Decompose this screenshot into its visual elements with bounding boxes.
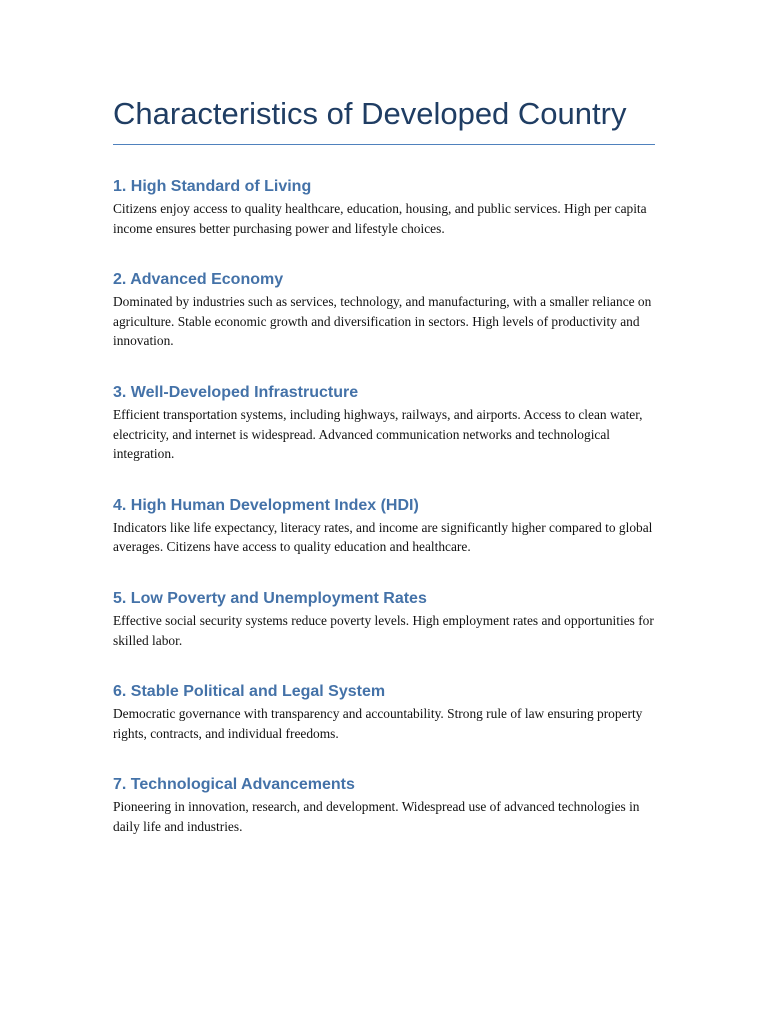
section-heading: 1. High Standard of Living xyxy=(113,178,312,195)
section-heading: 4. High Human Development Index (HDI) xyxy=(113,496,419,514)
section-stable-political-and-legal-system xyxy=(113,681,655,743)
section-low-poverty-and-unemployment xyxy=(113,588,655,650)
section-body: Effective social security systems reduce poverty levels. High employment rates and opportunities for skilled labor. xyxy=(113,612,654,648)
section-advanced-economy xyxy=(113,269,655,351)
section-well-developed-infrastructure xyxy=(113,382,655,464)
section-body: Democratic governance with transparency and accountability. Strong rule of law ensuring property rights, contracts, and individual freedoms. xyxy=(113,706,643,741)
section-technological-advancements xyxy=(113,774,655,836)
section-heading: 3. Well-Developed Infrastructure xyxy=(113,383,359,401)
section-heading: 5. Low Poverty and Unemployment Rates xyxy=(113,589,427,607)
section-heading: 6. Stable Political and Legal System xyxy=(113,683,386,701)
document-title: Characteristics of Developed Country xyxy=(113,92,655,145)
section-body: Efficient transportation systems, including highways, railways, and airports. Access to clean water, electricity, and internet is widespread. Advanced communication networks and technological integration. xyxy=(113,406,643,462)
section-high-standard-of-living xyxy=(113,176,655,238)
document-page xyxy=(113,92,655,837)
section-body: Citizens enjoy access to quality healthcare, education, housing, and public services. High per capita income ensures better purchasing power and lifestyle choices. xyxy=(113,201,647,236)
section-body: Dominated by industries such as services, technology, and manufacturing, with a smaller reliance on agriculture. Stable economic growth and diversification in sectors. High levels of productivity and innovation. xyxy=(113,294,652,349)
section-body: Pioneering in innovation, research, and development. Widespread use of advanced technologies in daily life and industries. xyxy=(113,799,640,834)
section-body: Indicators like life expectancy, literacy rates, and income are significantly higher compared to global averages. Citizens have access to quality education and healthcare. xyxy=(113,519,653,555)
section-heading: 2. Advanced Economy xyxy=(113,271,284,289)
section-high-human-development-index xyxy=(113,495,655,557)
section-heading: 7. Technological Advancements xyxy=(113,776,355,794)
